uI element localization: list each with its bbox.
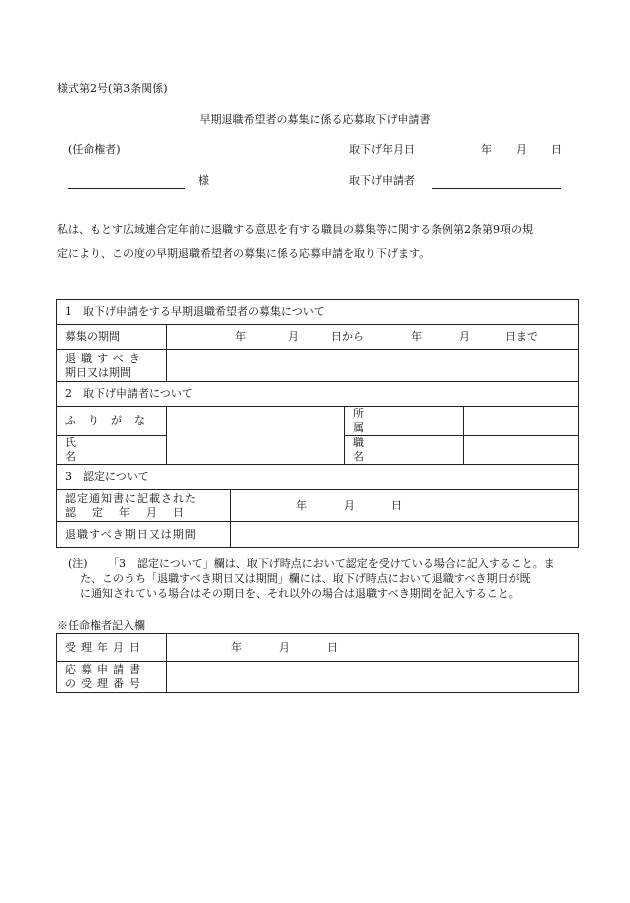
section-2-heading: 2 取下げ申請者について	[57, 382, 579, 407]
affiliation-label: 所属	[345, 407, 464, 436]
applicant-label: 取下げ申請者	[349, 174, 415, 187]
appointer-section-title: ※任命権者記入欄	[57, 619, 145, 632]
receipt-number-label: 応募申請書 の受理番号	[57, 662, 167, 693]
affiliation-field[interactable]	[464, 407, 579, 436]
retirement-date-or-period-label: 退職すべき期日又は期間	[57, 522, 231, 548]
body-line-2: 定により、この度の早期退職希望者の募集に係る応募申請を取り下げます。	[57, 247, 431, 260]
certification-date-field[interactable]: 年 月 日	[231, 490, 579, 522]
withdraw-date-month[interactable]: 月	[516, 143, 527, 156]
note-mark: (注)	[68, 557, 88, 570]
withdraw-date-day[interactable]: 日	[551, 143, 562, 156]
position-label: 職名	[345, 436, 464, 465]
note-line-1: 「3 認定について」欄は、取下げ時点において認定を受けている場合に記入すること。ま	[108, 557, 555, 570]
retirement-date-label: 退職すべき 期日又は期間	[57, 350, 167, 382]
withdraw-date-label: 取下げ年月日	[349, 143, 415, 156]
appointer-name-field[interactable]	[68, 188, 185, 189]
appointer-label: (任命権者)	[68, 143, 121, 156]
recruitment-period-field[interactable]: 年 月 日から 年 月 日まで	[167, 325, 579, 350]
furigana-label: ふりがな	[57, 407, 167, 436]
document-title: 早期退職希望者の募集に係る応募取下げ申請書	[199, 113, 431, 126]
sama-label: 様	[198, 174, 209, 187]
withdrawal-form-table	[56, 299, 579, 548]
section-1-heading: 1 取下げ申請をする早期退職希望者の募集について	[57, 300, 579, 325]
note-line-2: た、このうち「退職すべき期日又は期間」欄には、取下げ時点において退職すべき期日が既	[80, 572, 531, 585]
appointer-table	[56, 633, 579, 693]
note-line-3: に通知されている場合はその期日を、それ以外の場合は退職すべき期間を記入すること。	[80, 587, 520, 600]
withdraw-date-year[interactable]: 年	[481, 143, 492, 156]
section-3-heading: 3 認定について	[57, 465, 579, 490]
position-field[interactable]	[464, 436, 579, 465]
body-line-1: 私は、もとす広域連合定年前に退職する意思を有する職員の募集等に関する条例第2条第9項の規	[57, 223, 533, 236]
certification-date-label: 認定通知書に記載された 認定年月日	[57, 490, 231, 522]
form-number: 様式第2号(第3条関係)	[57, 82, 168, 95]
recruitment-period-label: 募集の期間	[57, 325, 167, 350]
received-date-label: 受理年月日	[57, 634, 167, 662]
applicant-name-cell[interactable]	[167, 407, 345, 465]
name-label: 氏名	[57, 436, 167, 465]
received-date-field[interactable]: 年 月 日	[167, 634, 579, 662]
retirement-date-field[interactable]	[167, 350, 579, 382]
retirement-date-or-period-field[interactable]	[231, 522, 579, 548]
receipt-number-field[interactable]	[167, 662, 579, 693]
applicant-name-field[interactable]	[432, 188, 561, 189]
